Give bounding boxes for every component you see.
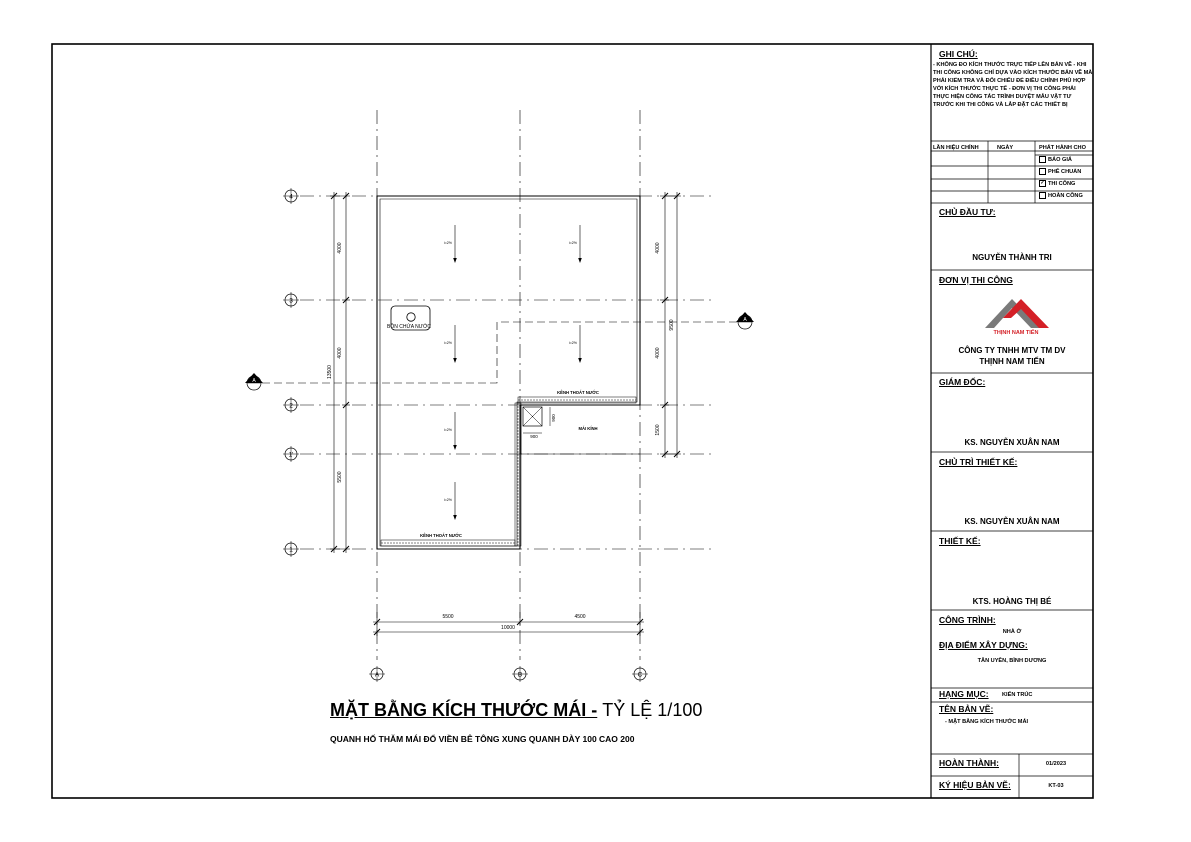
grid-label-b: B: [517, 671, 523, 679]
category-label: HẠNG MỤC:: [939, 689, 989, 699]
notes-heading: GHI CHÚ:: [939, 49, 978, 59]
section-marker-right: [736, 312, 754, 329]
slope-label: i=2%: [443, 498, 452, 502]
designer-label: THIẾT KẾ:: [939, 536, 981, 546]
dim-right-3: 1500: [655, 424, 661, 436]
slope-arrow: [444, 325, 457, 363]
dim-bottom-2: 4500: [574, 614, 586, 620]
drawing-scale: TỶ LỆ 1/100: [602, 700, 703, 720]
gutter-bottom: [381, 540, 515, 546]
checkbox-icon: [1039, 168, 1046, 175]
dim-bottom-1: 5500: [442, 614, 454, 620]
roof-hatch: [523, 407, 542, 426]
grid-label-c: C: [637, 671, 643, 679]
dim-left-3: 5500: [337, 471, 343, 483]
drawing-title-text: MẶT BẰNG KÍCH THƯỚC MÁI -: [330, 700, 598, 720]
slope-arrow: [569, 325, 582, 363]
slope-label: i=2%: [568, 341, 577, 345]
category-value: KIẾN TRÚC: [1002, 692, 1033, 698]
checkbox-icon: [1039, 156, 1046, 163]
tank-label: BỒN CHỨA NƯỚC: [387, 324, 431, 330]
roof-outline: [377, 196, 640, 549]
company-line-1: CÔNG TY TNHH MTV TM DV: [958, 346, 1066, 355]
grid-bubbles: [285, 190, 646, 680]
notes-text: - KHÔNG ĐO KÍCH THƯỚC TRỰC TIẾP LÊN BẢN VẼ - KHI THI CÔNG KHÔNG CHỈ DỰA VÀO KÍCH THƯỚC BẢN VẼ MÀ PHẢI KIỂM TRA VÀ ĐỐI CHIẾU ĐỂ ĐIỀU CHỈNH PHÙ HỢP VỚI KÍCH THƯỚC THỰC TẾ - ĐƠN VỊ THI CÔNG PHẢI THỰC HIỆN CÔNG TÁC TRÌNH DUYỆT MẪU VẬT TƯ TRƯỚC KHI THI CÔNG VÀ LẮP ĐẶT CÁC THIẾT BỊ: [933, 62, 1093, 108]
slope-label: i=2%: [443, 241, 452, 245]
grid-label-1: 1: [289, 546, 293, 554]
hatch-dim-v: 900: [551, 414, 556, 422]
section-label-right: A: [743, 317, 747, 323]
section-label-left: A: [252, 378, 256, 384]
sheet-no-label: KÝ HIỆU BẢN VẼ:: [939, 780, 1011, 790]
issue-option-4[interactable]: HOÀN CÔNG: [1039, 192, 1083, 199]
contractor-label: ĐƠN VỊ THI CÔNG: [939, 275, 1013, 285]
grid-label-3: 3: [289, 297, 293, 305]
drawing-subtitle: QUANH HỐ THĂM MÁI ĐỔ VIỀN BÊ TÔNG XUNG QUANH DÀY 100 CAO 200: [330, 734, 635, 744]
checkbox-checked-icon: ✓: [1040, 180, 1045, 186]
issue-option-1[interactable]: BÁO GIÁ: [1039, 156, 1072, 163]
location-name: TÂN UYÊN, BÌNH DƯƠNG: [977, 658, 1047, 664]
dim-right-2: 4000: [655, 347, 661, 359]
drawing-title: [330, 700, 702, 721]
grid-label-2: 2: [289, 402, 293, 410]
company-line-2: THỊNH NAM TIẾN: [979, 357, 1045, 366]
slope-label: i=2%: [443, 428, 452, 432]
completed-label: HOÀN THÀNH:: [939, 758, 999, 768]
grid-bubble-ticks: [283, 188, 648, 682]
dim-bottom-total: 10000: [501, 625, 515, 631]
slope-label: i=2%: [443, 341, 452, 345]
skylight-label: MÁI KÍNH: [578, 426, 598, 431]
project-name: NHÀ Ở: [1002, 629, 1022, 635]
grid-label-4: 4: [289, 193, 293, 201]
dimension-lines: [330, 192, 681, 636]
lead-designer-name: KS. NGUYỄN XUÂN NAM: [964, 517, 1060, 526]
dim-left-total: 13500: [327, 365, 333, 379]
gutter-label-bottom: KÊNH THOÁT NƯỚC: [420, 533, 462, 538]
dimension-ticks: [331, 193, 680, 635]
title-block: [931, 44, 1093, 798]
location-label: ĐỊA ĐIỂM XÂY DỰNG:: [939, 640, 1028, 650]
slope-label: i=2%: [568, 241, 577, 245]
logo-text: THỊNH NAM TIẾN: [993, 330, 1039, 336]
issue-option-3[interactable]: ✓ THI CÔNG: [1040, 180, 1076, 187]
owner-label: CHỦ ĐẦU TƯ:: [939, 207, 996, 217]
issue-option-2[interactable]: PHÊ CHUẨN: [1039, 168, 1081, 175]
grid-lines: [300, 110, 715, 660]
slope-arrow: [444, 482, 457, 520]
gutter-label-top: KÊNH THOÁT NƯỚC: [557, 390, 599, 395]
project-label: CÔNG TRÌNH:: [939, 615, 996, 625]
sheet-name: - MẶT BẰNG KÍCH THƯỚC MÁI: [945, 719, 1029, 725]
owner-name: NGUYỄN THÀNH TRI: [972, 253, 1052, 262]
dim-left-1: 4000: [337, 242, 343, 254]
slope-arrow: [569, 225, 582, 263]
sheet-no: KT-03: [1048, 783, 1064, 789]
director-label: GIÁM ĐỐC:: [939, 377, 986, 387]
slope-arrow: [444, 412, 457, 450]
rev-col-3: PHÁT HÀNH CHO: [1039, 145, 1086, 151]
sheet-name-label: TÊN BẢN VẼ:: [939, 704, 994, 714]
designer-name: KTS. HOÀNG THỊ BÉ: [972, 597, 1052, 606]
grid-label-1-prime: 1': [288, 451, 294, 459]
rev-col-1: LẦN HIỆU CHỈNH: [933, 145, 979, 151]
dim-right-total: 9500: [669, 319, 675, 331]
section-marker-left: [245, 373, 263, 390]
completed-value: 01/2023: [1045, 761, 1067, 767]
dim-right-1: 4000: [655, 242, 661, 254]
rev-col-2: NGÀY: [997, 145, 1014, 151]
hatch-dim-h: 900: [530, 434, 538, 439]
grid-label-a: A: [374, 671, 380, 679]
lead-designer-label: CHỦ TRÌ THIẾT KẾ:: [939, 457, 1018, 467]
director-name: KS. NGUYỄN XUÂN NAM: [964, 438, 1060, 447]
slope-arrow: [444, 225, 457, 263]
dim-left-2: 4000: [337, 347, 343, 359]
checkbox-icon: [1039, 192, 1046, 199]
slope-arrows: [444, 225, 582, 520]
